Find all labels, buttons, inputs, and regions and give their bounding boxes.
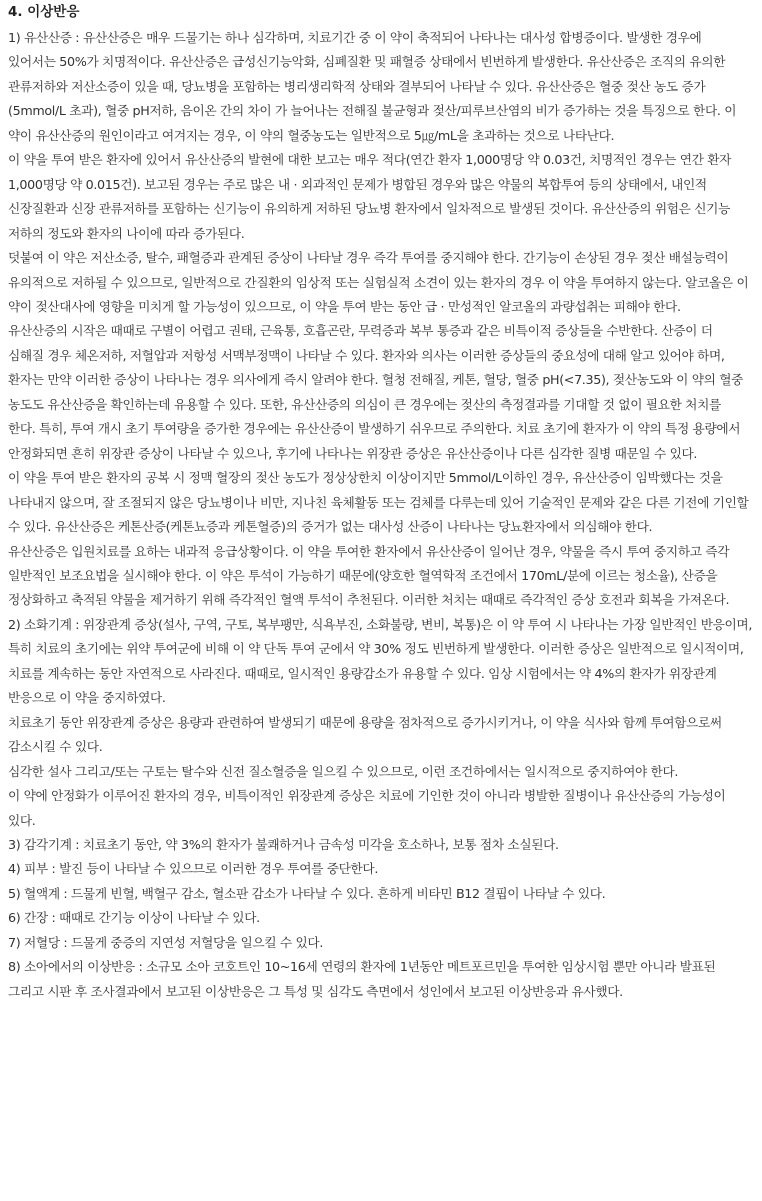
section-title: 4. 이상반응 <box>8 4 80 20</box>
paragraph-gi-dose: 치료초기 동안 위장관계 증상은 용량과 관련하여 발생되기 때문에 용량을 점차적으로 증가시키거나, 이 약을 식사와 함께 투여함으로써 감소시킬 수 있다. <box>8 714 722 755</box>
paragraph-hypoglycemia: 7) 저혈당 : 드물게 중증의 지연성 저혈당을 일으킬 수 있다. <box>8 934 324 950</box>
paragraph-lactic-acidosis-onset: 유산산증의 시작은 때때로 구별이 어렵고 권태, 근육통, 호흡곤란, 무력증과 복부 통증과 같은 비특이적 증상들을 수반한다. 산증이 더 심해질 경우 체온저하, 저혈압과 저항성 서맥부정맥이 나타날 수 있다. 환자와 의사는 이러한 증상들의 중요성에 대해 알고 있어야 하며, 환자는 만약 이러한 증상이 나타나는 경우 의사에게 즉시 알려야 한다. 혈청 전해질, 케톤, 혈당, 혈중 pH(<7.35), 젖산농도와 이 약의 혈중 농도도 유산산증을 확인하는데 유용할 수 있다. 또한, 유산산증의 의심이 큰 경우에는 젖산의 측정결과를 기대할 것 없이 필요한 처치를 한다. 특히, 투여 개시 초기 투여량을 증가한 경우에는 유산산증이 발생하기 쉬우므로 주의한다. 치료 초기에 환자가 이 약의 특정 용량에서 안정화되면 흔히 위장관 증상이 나타날 수 있으나, 후기에 나타나는 위장관 증상은 유산산증이나 다른 심각한 질병 때문일 수 있다. <box>8 323 744 461</box>
paragraph-lactate-levels: 이 약을 투여 받은 환자의 공복 시 정맥 혈장의 젖산 농도가 정상상한치 이상이지만 5mmol/L이하인 경우, 유산산증이 임박했다는 것을 나타내지 않으며, 잘 조절되지 않은 당뇨병이나 비만, 지나친 육체활동 또는 검체를 다루는데 있어 기술적인 문제와 같은 다른 기전에 기인할 수 있다. 유산산증은 케톤산증(케톤뇨증과 케톤혈증)의 증거가 없는 대사성 산증이 나타나는 당뇨환자에서 의심해야 한다. <box>8 470 749 535</box>
paragraph-stabilized-patients: 이 약에 안정화가 이루어진 환자의 경우, 비특이적인 위장관계 증상은 치료에 기인한 것이 아니라 병발한 질병이나 유산산증의 가능성이 있다. <box>8 788 726 828</box>
paragraph-blood: 5) 혈액계 : 드물게 빈혈, 백혈구 감소, 혈소판 감소가 나타날 수 있다. 흔하게 비타민 B12 결핍이 나타날 수 있다. <box>8 885 606 901</box>
paragraph-lactic-acidosis-incidence: 이 약을 투여 받은 환자에 있어서 유산산증의 발현에 대한 보고는 매우 적다(연간 환자 1,000명당 약 0.03건, 치명적인 경우는 연간 환자 1,000명당 약 0.015건). 보고된 경우는 주로 많은 내 · 외과적인 문제가 병합된 경우와 많은 약물의 복합투여 등의 상태에서, 내인적 신장질환과 신장 관류저하를 포함하는 신기능이 유의하게 저하된 당뇨병 환자에서 일차적으로 발생된 것이다. 유산산증의 위험은 신기능 저하의 정도와 환자의 나이에 따라 증가된다. <box>8 152 732 241</box>
paragraph-pediatric: 8) 소아에서의 이상반응 : 소규모 소아 코호트인 10~16세 연령의 환자에 1년동안 메트포르민을 투여한 임상시험 뿐만 아니라 발표된 그리고 시판 후 조사결과에서 보고된 이상반응은 그 특성 및 심각도 측면에서 성인에서 보고된 이상반응과 유사했다. <box>8 959 716 999</box>
paragraph-skin: 4) 피부 : 발진 등이 나타날 수 있으므로 이러한 경우 투여를 중단한다. <box>8 861 379 877</box>
paragraph-lactic-acidosis-hypoxia: 덧붙여 이 약은 저산소증, 탈수, 패혈증과 관계된 증상이 나타날 경우 즉각 투여를 중지해야 한다. 간기능이 손상된 경우 젖산 배설능력이 유의적으로 저하될 수 있으므로, 일반적으로 간질환의 임상적 또는 실험실적 소견이 있는 환자의 경우 이 약을 투여하지 않는다. 알코올은 이 약이 젖산대사에 영향을 미치게 할 가능성이 있으므로, 이 약을 투여 받는 동안 급 · 만성적인 알코올의 과량섭취는 피해야 한다. <box>8 250 749 314</box>
paragraph-diarrhea-vomiting: 심각한 설사 그리고/또는 구토는 탈수와 신전 질소혈증을 일으킬 수 있으므로, 이런 조건하에서는 일시적으로 중지하여야 한다. <box>8 763 679 779</box>
paragraph-digestive: 2) 소화기계 : 위장관계 증상(설사, 구역, 구토, 복부팽만, 식욕부진, 소화불량, 변비, 복통)은 이 약 투여 시 나타나는 가장 일반적인 반응이며, 특히 치료의 초기에는 위약 투여군에 비해 이 약 단독 투여 군에서 약 30% 정도 빈번하게 발생한다. 이러한 증상은 일반적으로 일시적이며, 치료를 계속하는 동안 자연적으로 사라진다. 때때로, 일시적인 용량감소가 유용할 수 있다. 임상 시험에서는 약 4%의 환자가 위장관계 반응으로 이 약을 중지하였다. <box>8 616 753 706</box>
paragraph-sensory: 3) 감각기계 : 치료초기 동안, 약 3%의 환자가 불쾌하거나 금속성 미각을 호소하나, 보통 점차 소실된다. <box>8 836 559 852</box>
paragraph-emergency-treatment: 유산산증은 입원치료를 요하는 내과적 응급상황이다. 이 약을 투여한 환자에서 유산산증이 일어난 경우, 약물을 즉시 투여 중지하고 즉각 일반적인 보조요법을 실시해야 한다. 이 약은 투석이 가능하기 때문에(양호한 혈역학적 조건에서 170mL/분에 이르는 청소율), 산증을 정상화하고 축적된 약물을 제거하기 위해 즉각적인 혈액 투석이 추천된다. 이러한 처치는 때때로 즉각적인 증상 호전과 회복을 가져온다. <box>8 543 730 608</box>
paragraph-liver: 6) 간장 : 때때로 간기능 이상이 나타날 수 있다. <box>8 910 260 926</box>
paragraph-lactic-acidosis: 1) 유산산증 : 유산산증은 매우 드물기는 하나 심각하며, 치료기간 중 이 약이 축적되어 나타나는 대사성 합병증이다. 발생한 경우에 있어서는 50%가 치명적이다. 유산산증은 급성신기능악화, 심폐질환 및 패혈증 상태에서 빈번하게 발생한다. 유산산증은 조직의 유의한 관류저하와 저산소증이 있을 때, 당뇨병을 포함하는 병리생리학적 상태와 결부되어 나타날 수 있다. 유산산증은 혈중 젖산 농도 증가(5mmol/L 초과), 혈중 pH저하, 음이온 간의 차이 가 늘어나는 전해질 불균형과 젖산/피루브산염의 비가 증가하는 것을 특징으로 한다. 이 약이 유산산증의 원인이라고 여겨지는 경우, 이 약의 혈중농도는 일반적으로 5㎍/mL을 초과하는 것으로 나타난다. <box>8 30 737 143</box>
